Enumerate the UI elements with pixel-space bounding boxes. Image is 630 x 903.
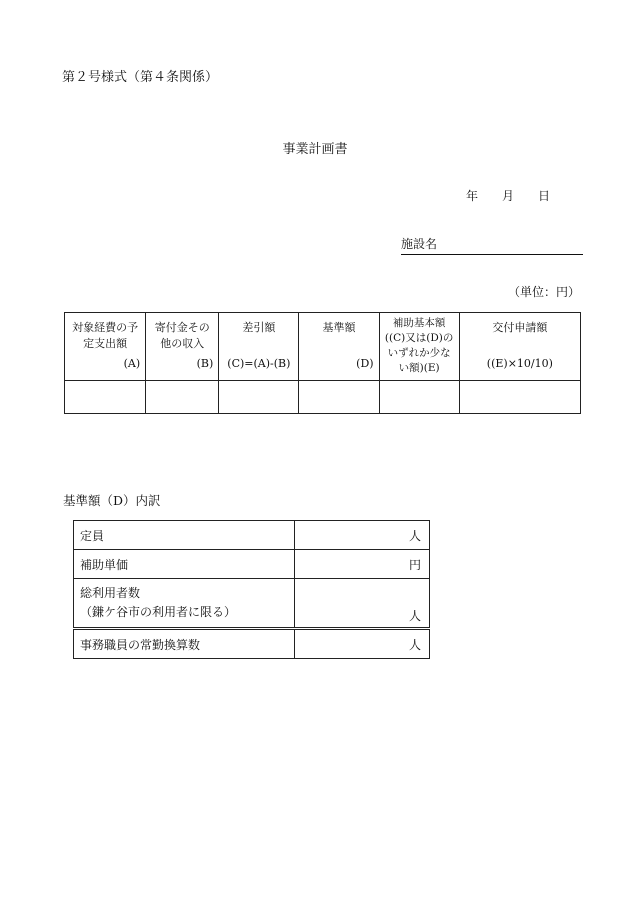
row-label: 事務職員の常勤換算数 [74,629,295,659]
document-title: 事業計画書 [282,142,348,157]
column-title: 交付申請額 [492,321,548,334]
row-label: 定員 [74,521,295,550]
subsidy-base-cell[interactable] [379,381,459,414]
capacity-value-cell[interactable] [295,521,430,550]
column-title: 差引額 [242,321,276,334]
unit-label: 人 [408,609,421,623]
budget-table-header [65,313,581,381]
breakdown-row-capacity [74,521,430,550]
column-header-subsidy-base [379,313,459,381]
column-title: 基準額 [322,321,356,334]
row-label-block [74,579,295,629]
other-income-cell[interactable] [146,381,219,414]
date-day: 日 [538,189,551,203]
column-header-application-amount [459,313,580,381]
office-staff-value-cell[interactable] [295,629,430,659]
date-month: 月 [502,189,515,203]
row-sublabel: （鎌ケ谷市の利用者に限る） [80,605,237,619]
facility-name-label: 施設名 [401,237,438,251]
row-label: 補助単価 [74,550,295,579]
breakdown-heading: 基準額（D）内訳 [63,493,161,508]
column-code: (D) [356,357,374,370]
unit-label: 円 [408,557,421,572]
date-line [466,187,550,204]
column-title: 寄付金その他の収入 [154,321,210,350]
unit-label: 人 [408,637,421,652]
column-code: (B) [196,357,214,370]
column-formula: ((E)×10/10) [486,357,553,370]
column-code: (A) [123,357,141,370]
column-header-other-income [146,313,219,381]
column-header-standard-amount [299,313,379,381]
breakdown-row-total-users [74,579,430,629]
column-title: 対象経費の予定支出額 [72,321,139,350]
column-title: 補助基本額((C)又は(D)のいずれか少ない額)(E) [384,317,454,374]
breakdown-row-unit-price [74,550,430,579]
column-header-planned-expense [65,313,146,381]
date-year: 年 [466,189,479,203]
unit-note: （単位：円） [507,285,580,299]
breakdown-table [73,520,430,659]
budget-table [64,312,581,414]
row-label: 総利用者数 [80,586,141,600]
total-users-value-cell[interactable] [295,579,430,629]
facility-name-field[interactable] [401,235,583,255]
column-header-difference [219,313,299,381]
column-formula: (C)=(A)-(B) [227,357,291,370]
breakdown-row-office-staff [74,629,430,659]
unit-price-value-cell[interactable] [295,550,430,579]
application-amount-cell[interactable] [459,381,580,414]
planned-expense-cell[interactable] [65,381,146,414]
budget-table-row [65,381,581,414]
unit-label: 人 [408,528,421,543]
standard-amount-cell[interactable] [299,381,379,414]
form-number: 第２号様式（第４条関係） [62,70,219,85]
difference-cell[interactable] [219,381,299,414]
